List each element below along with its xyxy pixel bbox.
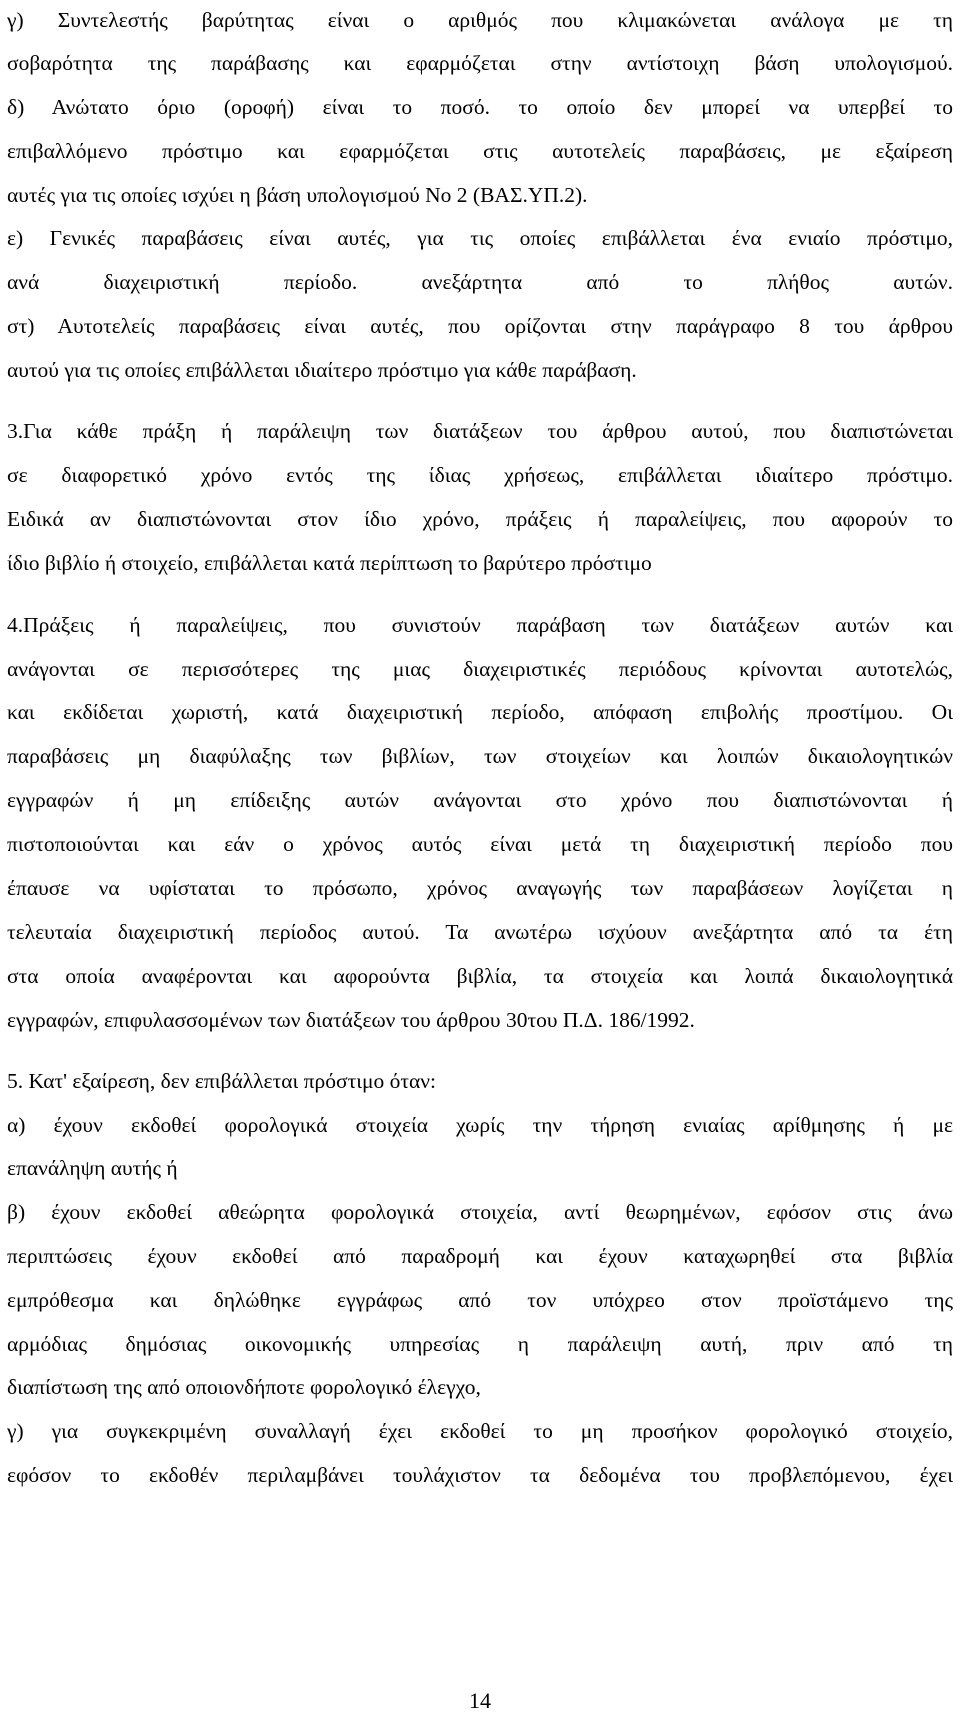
text-line: διαπίστωση της από οποιονδήποτε φορολογικό έλεγχο, [7,1375,481,1399]
text-line: ανά διαχειριστική περίοδο. ανεξάρτητα από το πλήθος αυτών. [7,270,953,294]
text-line: α) έχουν εκδοθεί φορολογικά στοιχεία χωρίς την τήρηση ενιαίας αρίθμησης ή με [7,1113,953,1137]
text-line: και εκδίδεται χωριστή, κατά διαχειριστική περίοδο, απόφαση επιβολής προστίμου. Οι [7,700,953,724]
text-line: αυτού για τις οποίες επιβάλλεται ιδιαίτερο πρόστιμο για κάθε παράβαση. [7,358,637,382]
text-line: 3.Για κάθε πράξη ή παράλειψη των διατάξεων του άρθρου αυτού, που διαπιστώνεται [7,419,953,443]
text-line: εγγραφών ή μη επίδειξης αυτών ανάγονται στο χρόνο που διαπιστώνονται ή [7,788,953,812]
text-line: τελευταία διαχειριστική περίοδος αυτού. Τα ανωτέρω ισχύουν ανεξάρτητα από τα έτη [7,920,953,944]
text-line: έπαυσε να υφίσταται το πρόσωπο, χρόνος αναγωγής των παραβάσεων λογίζεται η [7,876,953,900]
text-line: εφόσον το εκδοθέν περιλαμβάνει τουλάχιστον τα δεδομένα του προβλεπόμενου, έχει [7,1463,953,1487]
text-line: σοβαρότητα της παράβασης και εφαρμόζεται στην αντίστοιχη βάση υπολογισμού. [7,51,953,75]
text-line: εγγραφών, επιφυλασσομένων των διατάξεων του άρθρου 30του Π.Δ. 186/1992. [7,1008,695,1032]
text-line: στ) Αυτοτελείς παραβάσεις είναι αυτές, που ορίζονται στην παράγραφο 8 του άρθρου [7,314,953,338]
text-line: ίδιο βιβλίο ή στοιχείο, επιβάλλεται κατά περίπτωση το βαρύτερο πρόστιμο [7,551,652,575]
text-line: γ) για συγκεκριμένη συναλλαγή έχει εκδοθεί το μη προσήκον φορολογικό στοιχείο, [7,1419,953,1443]
text-line: δ) Ανώτατο όριο (οροφή) είναι το ποσό. το οποίο δεν μπορεί να υπερβεί το [7,95,953,119]
text-line: γ) Συντελεστής βαρύτητας είναι ο αριθμός που κλιμακώνεται ανάλογα με τη [7,8,953,32]
text-line: 5. Κατ' εξαίρεση, δεν επιβάλλεται πρόστιμο όταν: [7,1069,437,1093]
text-line: πιστοποιούνται και εάν ο χρόνος αυτός είναι μετά τη διαχειριστική περίοδο που [7,832,953,856]
text-line: αρμόδιας δημόσιας οικονομικής υπηρεσίας η παράλειψη αυτή, πριν από τη [7,1332,953,1356]
text-line: β) έχουν εκδοθεί αθεώρητα φορολογικά στοιχεία, αντί θεωρημένων, εφόσον στις άνω [7,1200,953,1224]
text-line: ε) Γενικές παραβάσεις είναι αυτές, για τις οποίες επιβάλλεται ένα ενιαίο πρόστιμο, [7,226,953,250]
text-line: 4.Πράξεις ή παραλείψεις, που συνιστούν παράβαση των διατάξεων αυτών και [7,613,953,637]
text-line: επανάληψη αυτής ή [7,1156,178,1180]
text-line: αυτές για τις οποίες ισχύει η βάση υπολογισμού Νο 2 (ΒΑΣ.ΥΠ.2). [7,183,588,207]
text-line: επιβαλλόμενο πρόστιμο και εφαρμόζεται στις αυτοτελείς παραβάσεις, με εξαίρεση [7,139,953,163]
text-line: εμπρόθεσμα και δηλώθηκε εγγράφως από τον υπόχρεο στον προϊστάμενο της [7,1288,953,1312]
text-line: σε διαφορετικό χρόνο εντός της ίδιας χρήσεως, επιβάλλεται ιδιαίτερο πρόστιμο. [7,463,953,487]
text-line: ανάγονται σε περισσότερες της μιας διαχειριστικές περιόδους κρίνονται αυτοτελώς, [7,657,953,681]
text-line: περιπτώσεις έχουν εκδοθεί από παραδρομή και έχουν καταχωρηθεί στα βιβλία [7,1244,953,1268]
page-number: 14 [469,1688,491,1713]
text-line: στα οποία αναφέρονται και αφορούντα βιβλία, τα στοιχεία και λοιπά δικαιολογητικά [7,964,953,988]
text-line: Ειδικά αν διαπιστώνονται στον ίδιο χρόνο, πράξεις ή παραλείψεις, που αφορούν το [7,507,953,531]
text-line: παραβάσεις μη διαφύλαξης των βιβλίων, των στοιχείων και λοιπών δικαιολογητικών [7,744,953,768]
